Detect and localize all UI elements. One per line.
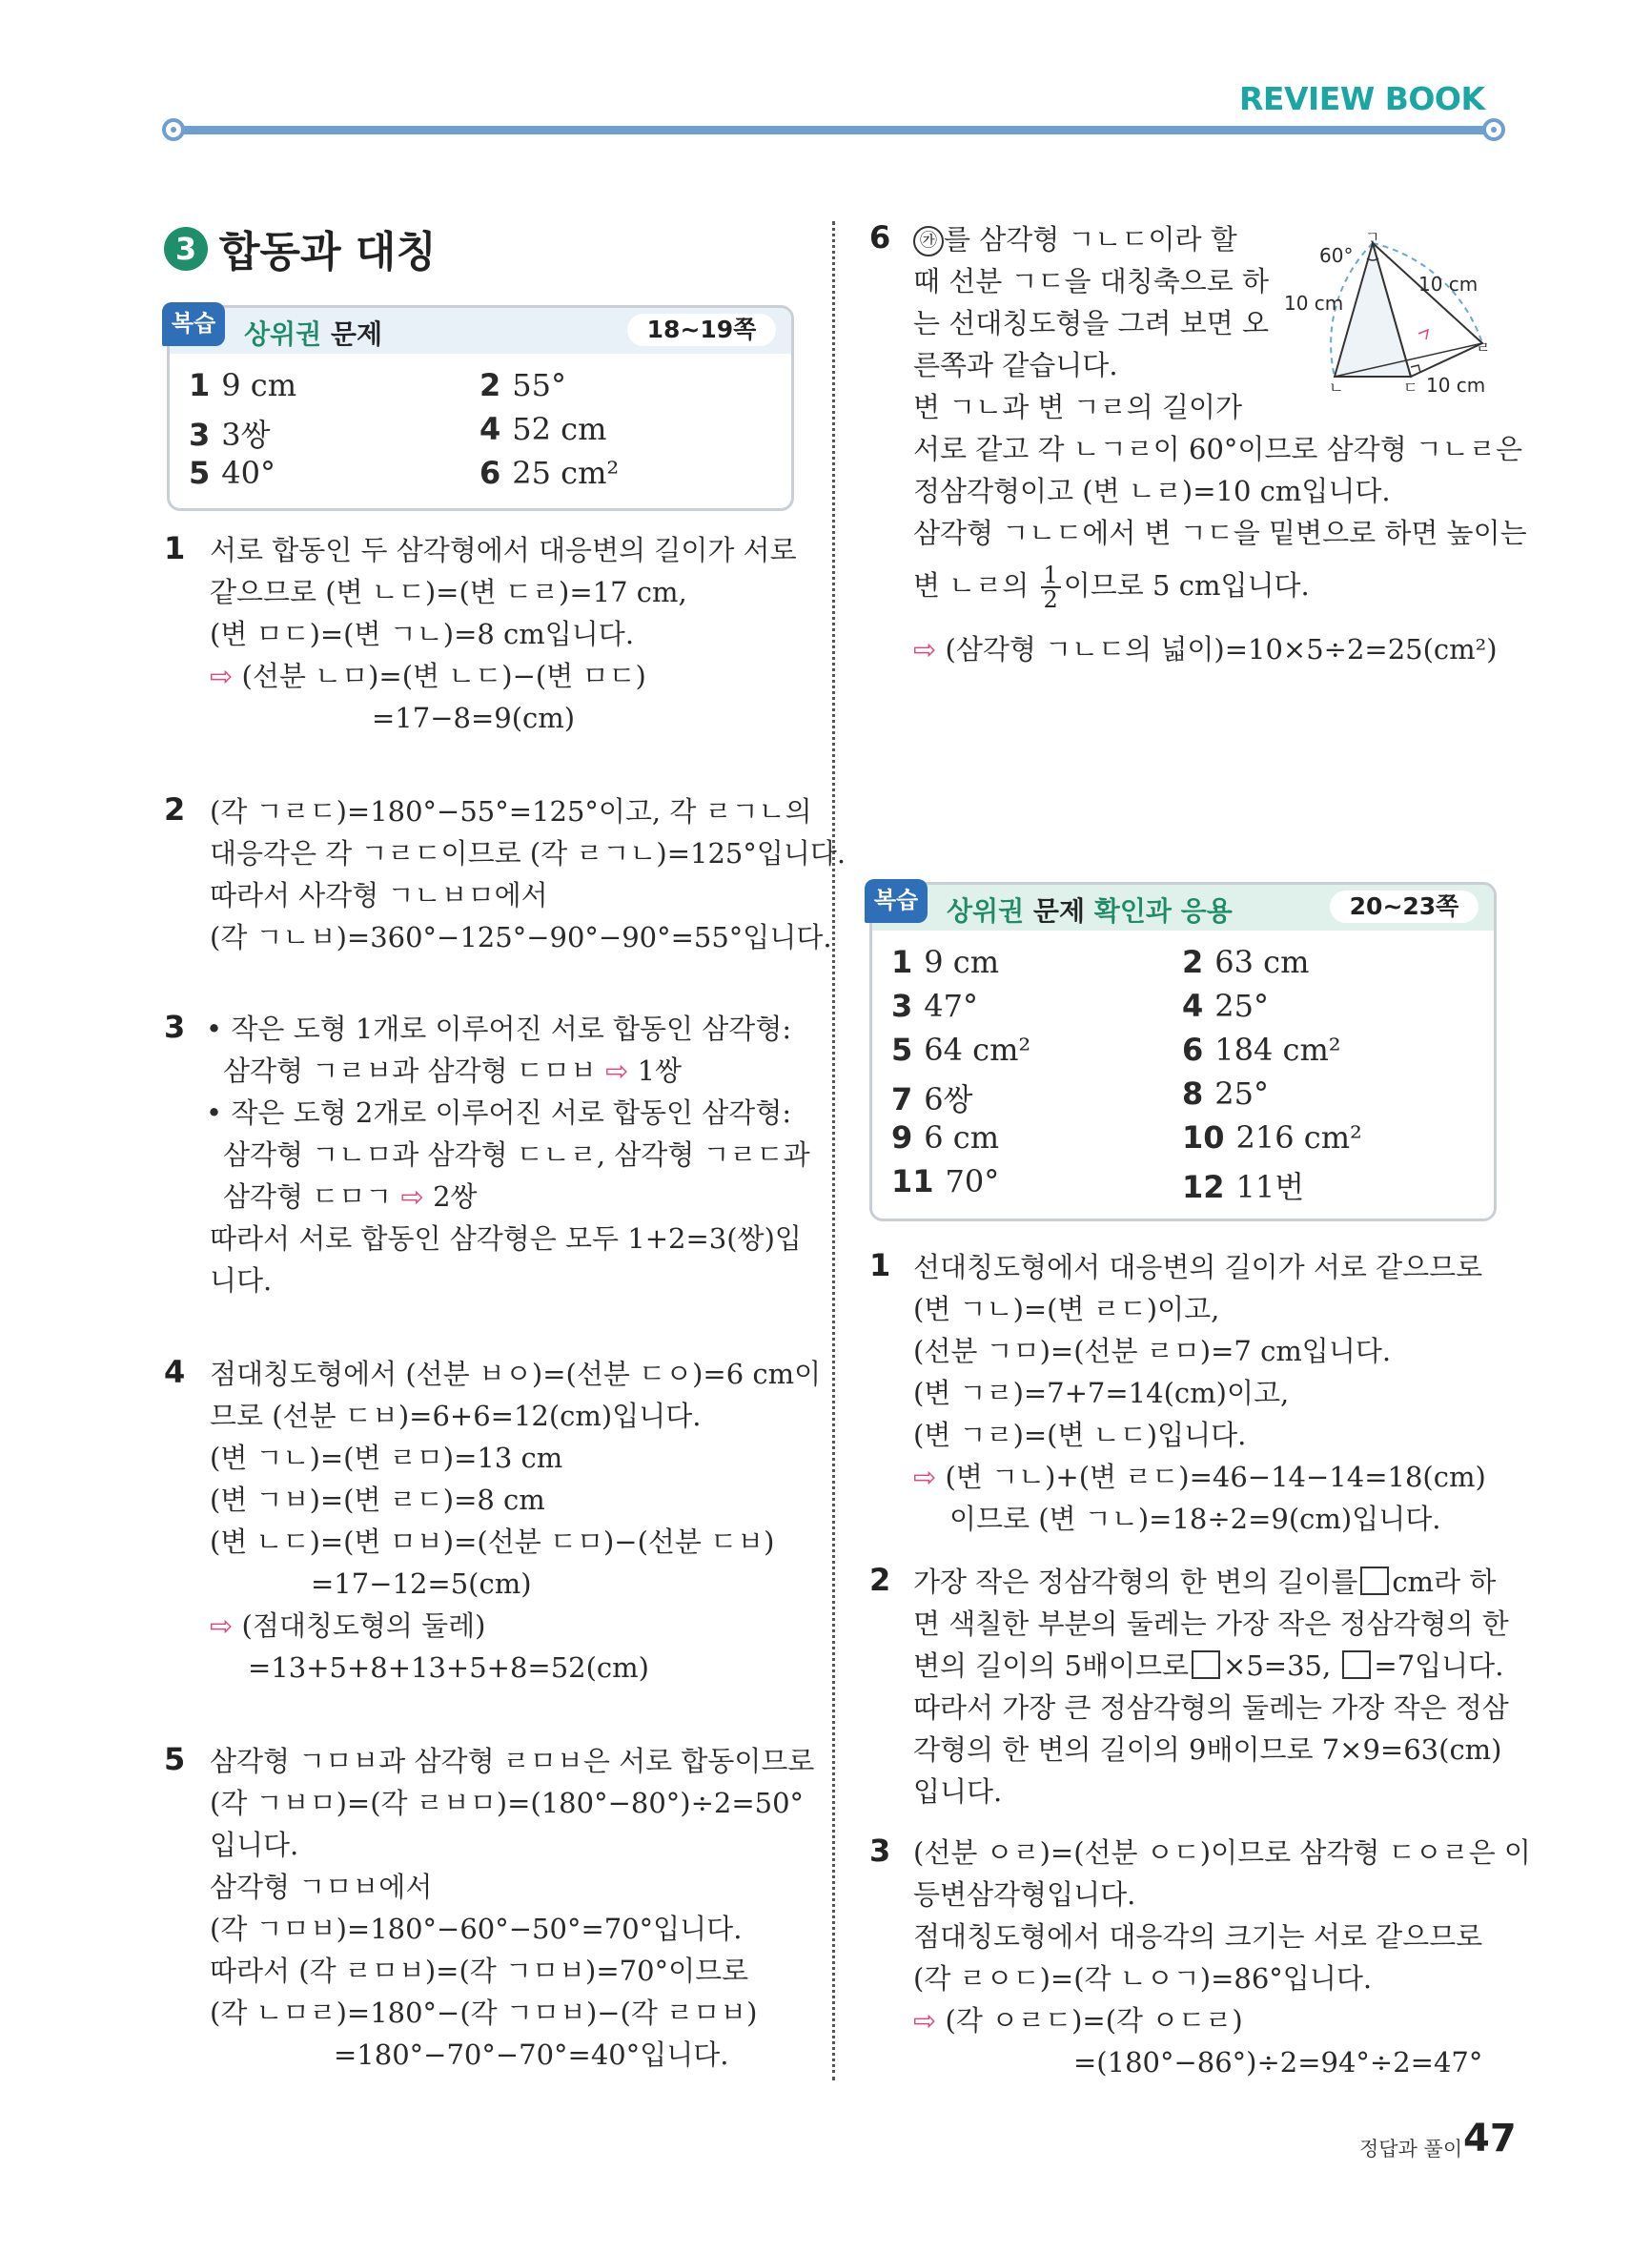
solution-line: 따라서 (각 ㄹㅁㅂ)=(각 ㄱㅁㅂ)=70°이므로 xyxy=(210,1955,749,1987)
solution-line: (각 ㄴㅁㄹ)=180°−(각 ㄱㅁㅂ)−(각 ㄹㅁㅂ) xyxy=(210,1997,758,2029)
answer-item: 5 40° xyxy=(189,455,275,491)
answer-item: 5 64 cm² xyxy=(891,1032,1031,1068)
solution-line: =180°−70°−70°=40°입니다. xyxy=(334,2038,729,2071)
solution-line: 삼각형 ㄱㅁㅂ과 삼각형 ㄹㅁㅂ은 서로 합동이므로 xyxy=(210,1745,815,1777)
header-rule xyxy=(167,126,1499,134)
review-title: 상위권 문제 xyxy=(244,318,383,350)
answer-item: 2 63 cm xyxy=(1182,944,1310,980)
answer-item: 11 70° xyxy=(891,1163,1000,1199)
solution-line: =17−12=5(cm) xyxy=(311,1567,532,1600)
solution-line: 므로 (선분 ㄷㅂ)=6+6=12(cm)입니다. xyxy=(210,1400,702,1432)
answer-item: 3 3쌍 xyxy=(189,417,271,453)
figure-angle-label: 60° xyxy=(1319,244,1354,267)
arrow-icon: ⇨ xyxy=(210,660,234,692)
figure-vertex-label: ㄴ xyxy=(1329,379,1344,397)
circled-ga-icon: ㉮ xyxy=(913,226,944,256)
solution-line: =(180°−86°)÷2=94°÷2=47° xyxy=(1073,2046,1483,2079)
figure-right-length: 10 cm xyxy=(1418,273,1479,296)
header-title: REVIEW BOOK xyxy=(1239,80,1485,117)
answer-item: 2 55° xyxy=(479,367,566,403)
section-title: 합동과 대칭 xyxy=(219,228,437,277)
review-pages: 18~19쪽 xyxy=(627,314,776,346)
column-divider xyxy=(832,221,835,2080)
blank-box xyxy=(1360,1567,1389,1595)
solution-line: 변의 길이의 5배이므로 ×5=35, =7입니다. xyxy=(913,1649,1504,1682)
figure-vertex-label: ㄷ xyxy=(1403,379,1418,397)
section-number: 3 xyxy=(164,227,208,271)
problem-number: 1 xyxy=(869,1247,891,1283)
solution-line: 면 색칠한 부분의 둘레는 가장 작은 정삼각형의 한 xyxy=(913,1608,1509,1640)
review-title: 상위권 문제 확인과 응용 xyxy=(947,895,1233,927)
solution-line: 점대칭도형에서 (선분 ㅂㅇ)=(선분 ㄷㅇ)=6 cm이 xyxy=(210,1358,822,1390)
arrow-icon: ⇨ xyxy=(913,2004,937,2037)
arrow-icon: ⇨ xyxy=(605,1055,629,1087)
rule-left-cap xyxy=(162,118,185,141)
solution-line: 입니다. xyxy=(210,1829,299,1861)
answer-item: 4 52 cm xyxy=(479,411,607,447)
solution-line: 변 ㄴㄹ의 $\frac{1}{2}$ 이므로 5 cm입니다. xyxy=(913,562,1310,613)
solution-line: 가장 작은 정삼각형의 한 변의 길이를 cm라 하 xyxy=(913,1566,1497,1598)
solution-line: 서로 같고 각 ㄴㄱㄹ이 60°이므로 삼각형 ㄱㄴㄹ은 xyxy=(913,433,1522,465)
problem-number: 2 xyxy=(869,1562,891,1598)
answer-item: 8 25° xyxy=(1182,1075,1269,1112)
solution-line: ⇨ (변 ㄱㄴ)+(변 ㄹㄷ)=46−14−14=18(cm) xyxy=(913,1461,1486,1493)
answer-item: 9 6 cm xyxy=(891,1119,1000,1156)
solution-line: 삼각형 ㄱㄹㅂ과 삼각형 ㄷㅁㅂ ⇨ 1쌍 xyxy=(223,1055,683,1087)
solution-line: ⇨ (각 ㅇㄹㄷ)=(각 ㅇㄷㄹ) xyxy=(913,2004,1243,2037)
solution-line: 점대칭도형에서 대응각의 크기는 서로 같으므로 xyxy=(913,1920,1483,1953)
figure-vertex-label: ㄹ xyxy=(1476,338,1491,357)
solution-line: (변 ㄱㄹ)=7+7=14(cm)이고, xyxy=(913,1377,1290,1409)
solution-line: 니다. xyxy=(210,1264,273,1297)
problem-number: 3 xyxy=(869,1833,891,1869)
solution-line: 각형의 한 변의 길이의 9배이므로 7×9=63(cm) xyxy=(913,1733,1502,1766)
solution-line: 삼각형 ㄱㅁㅂ에서 xyxy=(210,1871,433,1903)
review-pages: 20~23쪽 xyxy=(1330,891,1479,923)
solution-line: (각 ㄱㄴㅂ)=360°−125°−90°−90°=55°입니다. xyxy=(210,921,832,953)
solution-line: =17−8=9(cm) xyxy=(372,702,576,734)
review-box-1 xyxy=(167,305,794,511)
figure-bottom-length: 10 cm xyxy=(1426,374,1486,397)
solution-line: (선분 ㄱㅁ)=(선분 ㄹㅁ)=7 cm입니다. xyxy=(913,1335,1392,1367)
solution-line: (변 ㅁㄷ)=(변 ㄱㄴ)=8 cm입니다. xyxy=(210,618,635,650)
solution-line: 삼각형 ㄱㄴㄷ에서 변 ㄱㄷ을 밑변으로 하면 높이는 xyxy=(913,517,1527,549)
solution-line: 서로 합동인 두 삼각형에서 대응변의 길이가 서로 xyxy=(210,534,797,566)
solution-line: 대응각은 각 ㄱㄹㄷ이므로 (각 ㄹㄱㄴ)=125°입니다. xyxy=(210,837,846,870)
solution-line: 따라서 서로 합동인 삼각형은 모두 1+2=3(쌍)입 xyxy=(210,1222,802,1255)
arrow-icon: ⇨ xyxy=(913,633,937,666)
page-number: 47 xyxy=(1463,2117,1517,2161)
solution-line: (변 ㄱㅂ)=(변 ㄹㄷ)=8 cm xyxy=(210,1484,545,1516)
problem-number: 4 xyxy=(164,1354,186,1390)
solution-line: 른쪽과 같습니다. xyxy=(913,349,1118,381)
footer-label: 정답과 풀이 xyxy=(1359,2138,1463,2161)
solution-line: ⇨ (선분 ㄴㅁ)=(변 ㄴㄷ)−(변 ㅁㄷ) xyxy=(210,660,646,692)
solution-line: • 작은 도형 1개로 이루어진 서로 합동인 삼각형: xyxy=(206,1013,792,1045)
answer-item: 10 216 cm² xyxy=(1182,1119,1362,1156)
answer-item: 6 25 cm² xyxy=(479,455,620,491)
fraction: $\frac{1}{2}$ xyxy=(1041,563,1061,611)
solution-line: 삼각형 ㄱㄴㅁ과 삼각형 ㄷㄴㄹ, 삼각형 ㄱㄹㄷ과 xyxy=(223,1138,810,1171)
solution-line: 따라서 사각형 ㄱㄴㅂㅁ에서 xyxy=(210,879,548,911)
figure-left-length: 10 cm xyxy=(1284,292,1344,315)
solution-line: (변 ㄱㄴ)=(변 ㄹㄷ)이고, xyxy=(913,1293,1220,1325)
review-tag: 복습 xyxy=(865,879,928,923)
solution-line: 선대칭도형에서 대응변의 길이가 서로 같으므로 xyxy=(913,1251,1483,1283)
solution-line: ㉮ 를 삼각형 ㄱㄴㄷ이라 할 xyxy=(913,218,1237,260)
answer-item: 6 184 cm² xyxy=(1182,1032,1341,1068)
solution-line: (각 ㄱㅁㅂ)=180°−60°−50°=70°입니다. xyxy=(210,1913,743,1945)
solution-line: (변 ㄱㄹ)=(변 ㄴㄷ)입니다. xyxy=(913,1419,1247,1451)
problem-number: 6 xyxy=(869,219,891,256)
solution-line: (변 ㄴㄷ)=(변 ㅁㅂ)=(선분 ㄷㅁ)−(선분 ㄷㅂ) xyxy=(210,1526,775,1558)
rule-right-cap xyxy=(1482,118,1505,141)
solution-line: 는 선대칭도형을 그려 보면 오 xyxy=(913,307,1270,339)
review-box-2 xyxy=(869,882,1497,1221)
solution-line: 정삼각형이고 (변 ㄴㄹ)=10 cm입니다. xyxy=(913,475,1391,507)
solution-line: 등변삼각형입니다. xyxy=(913,1878,1136,1911)
arrow-icon: ⇨ xyxy=(913,1461,937,1493)
solution-line: (변 ㄱㄴ)=(변 ㄹㅁ)=13 cm xyxy=(210,1442,563,1474)
solution-line: 이므로 (변 ㄱㄴ)=18÷2=9(cm)입니다. xyxy=(949,1503,1441,1535)
answer-item: 3 47° xyxy=(891,988,978,1024)
solution-line: 같으므로 (변 ㄴㄷ)=(변 ㄷㄹ)=17 cm, xyxy=(210,576,687,608)
solution-line: ⇨ (삼각형 ㄱㄴㄷ의 넓이)=10×5÷2=25(cm²) xyxy=(913,633,1498,666)
answer-item: 4 25° xyxy=(1182,988,1269,1024)
problem-number: 5 xyxy=(164,1741,186,1777)
answer-item: 12 11번 xyxy=(1182,1169,1305,1205)
solution-line: 입니다. xyxy=(913,1775,1003,1808)
solution-line: (선분 ㅇㄹ)=(선분 ㅇㄷ)이므로 삼각형 ㄷㅇㄹ은 이 xyxy=(913,1836,1531,1869)
answer-item: 1 9 cm xyxy=(189,367,297,403)
problem-number: 1 xyxy=(164,530,186,566)
arrow-icon: ⇨ xyxy=(400,1180,424,1213)
solution-line: (각 ㄹㅇㄷ)=(각 ㄴㅇㄱ)=86°입니다. xyxy=(913,1962,1373,1995)
solution-line: 삼각형 ㄷㅁㄱ ⇨ 2쌍 xyxy=(223,1180,478,1213)
problem-number: 3 xyxy=(164,1009,186,1045)
solution-line: 때 선분 ㄱㄷ을 대칭축으로 하 xyxy=(913,265,1270,297)
problem-number: 2 xyxy=(164,791,186,828)
arrow-icon: ⇨ xyxy=(210,1609,234,1642)
solution-line: 따라서 가장 큰 정삼각형의 둘레는 가장 작은 정삼 xyxy=(913,1691,1509,1724)
blank-box xyxy=(1192,1650,1220,1679)
solution-line: =13+5+8+13+5+8=52(cm) xyxy=(248,1651,649,1684)
solution-line: (각 ㄱㄹㄷ)=180°−55°=125°이고, 각 ㄹㄱㄴ의 xyxy=(210,795,812,828)
solution-line: ⇨ (점대칭도형의 둘레) xyxy=(210,1609,486,1642)
figure-vertex-label: ㄱ xyxy=(1365,228,1380,246)
answer-item: 7 6쌍 xyxy=(891,1081,973,1117)
blank-box xyxy=(1342,1650,1371,1679)
solution-line: (각 ㄱㅂㅁ)=(각 ㄹㅂㅁ)=(180°−80°)÷2=50° xyxy=(210,1787,805,1819)
review-tag: 복습 xyxy=(162,302,225,346)
answer-item: 1 9 cm xyxy=(891,944,1000,980)
solution-line: 변 ㄱㄴ과 변 ㄱㄹ의 길이가 xyxy=(913,391,1243,423)
solution-line: • 작은 도형 2개로 이루어진 서로 합동인 삼각형: xyxy=(206,1096,792,1129)
